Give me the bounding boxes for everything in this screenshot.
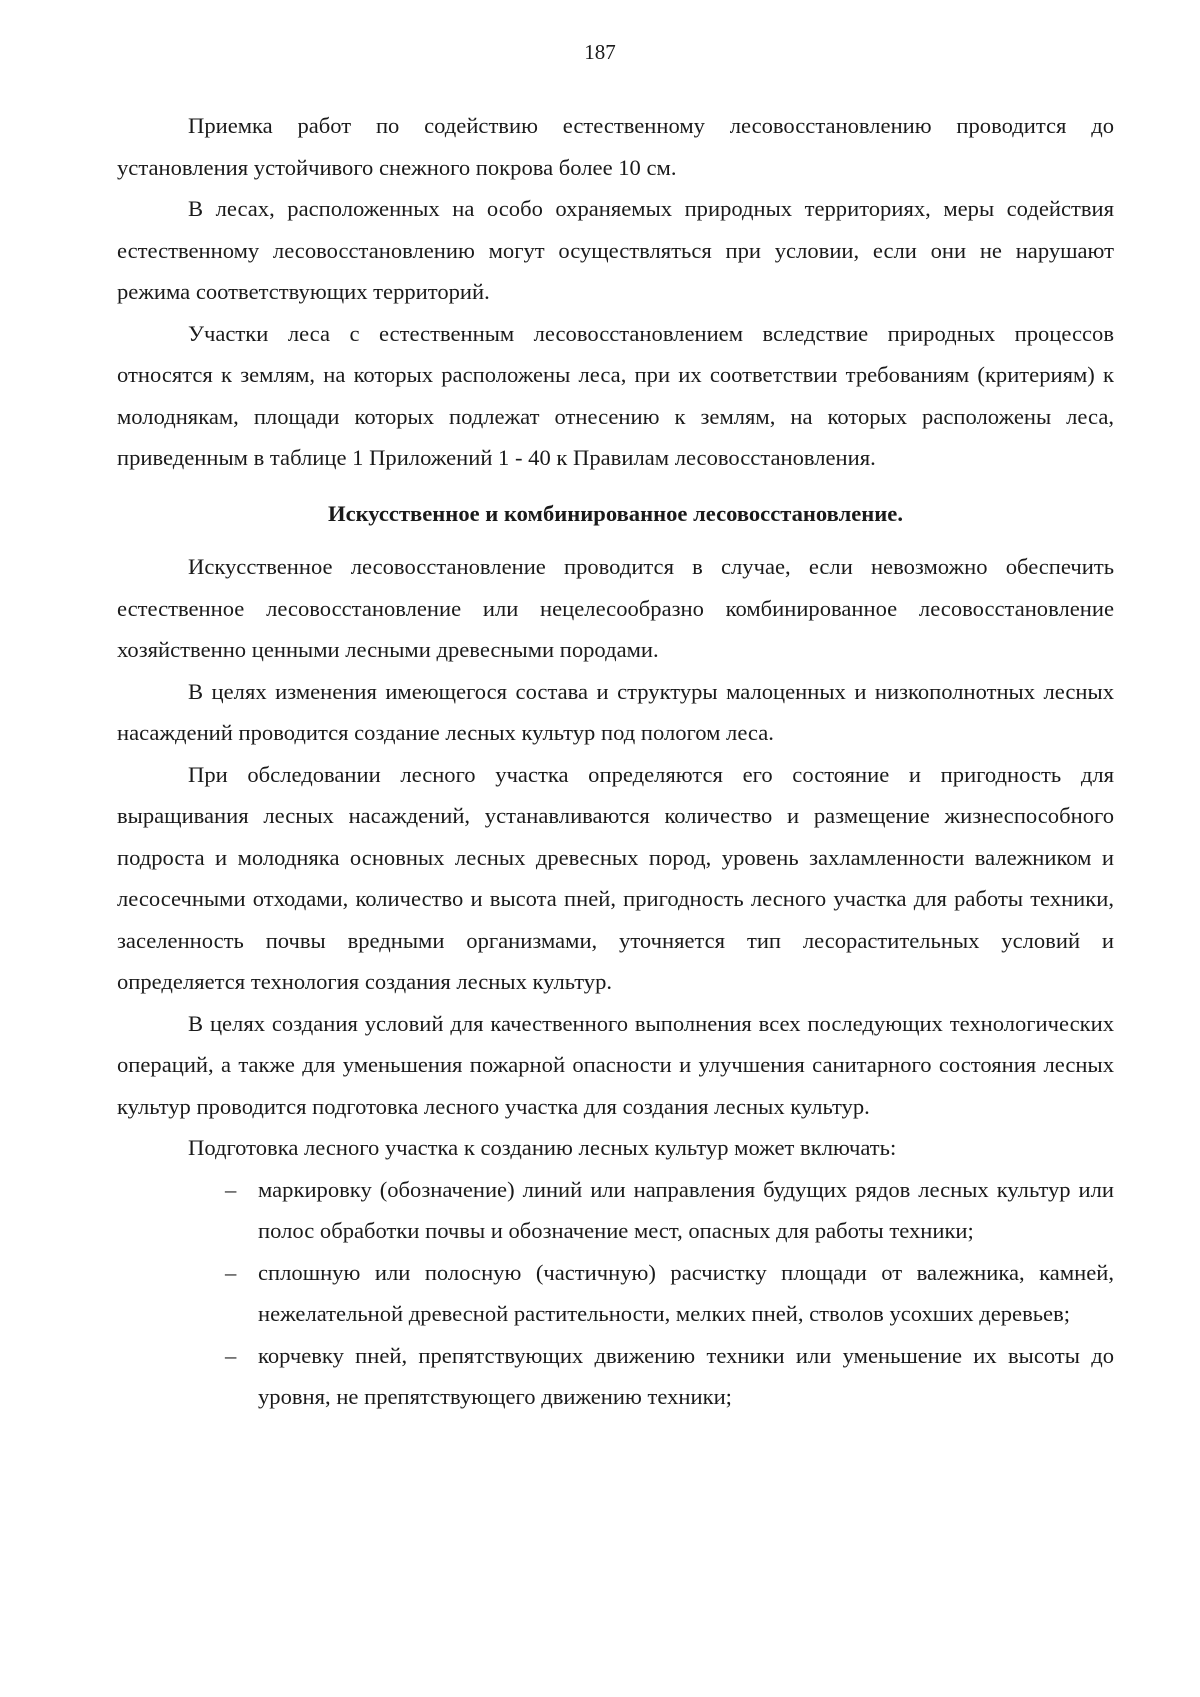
dash-marker: –: [225, 1176, 237, 1202]
paragraph: В целях изменения имеющегося состава и структуры малоценных и низкополнотных лесных насаждений проводится создание лесных культур под пологом леса.: [117, 678, 1114, 745]
list-item: [117, 1169, 1114, 1252]
page-number: 187: [584, 40, 616, 64]
dash-marker: –: [225, 1342, 237, 1368]
dash-marker: –: [225, 1259, 237, 1285]
paragraph: Приемка работ по содействию естественному лесовосстановлению проводится до установления устойчивого снежного покрова более 10 см.: [117, 113, 1114, 180]
paragraph: Участки леса с естественным лесовосстановлением вследствие природных процессов относятся к землям, на которых расположены леса, при их соответствии требованиям (критериям) к молоднякам, площади которых подлежат отнесению к землям, на которых расположены леса, приведенным в таблице 1 Приложений 1 - 40 к Правилам лесовосстановления.: [117, 320, 1114, 470]
list-item: [117, 1252, 1114, 1335]
paragraph: В целях создания условий для качественного выполнения всех последующих технологических операций, а также для уменьшения пожарной опасности и улучшения санитарного состояния лесных культур проводится подготовка лесного участка для создания лесных культур.: [117, 1010, 1114, 1119]
list-item: [117, 1335, 1114, 1418]
paragraph: Искусственное лесовосстановление проводится в случае, если невозможно обеспечить естественное лесовосстановление или нецелесообразно комбинированное лесовосстановление хозяйственно ценными лесными древесными породами.: [117, 554, 1114, 662]
document-body: [117, 105, 1114, 1418]
list-item-text: корчевку пней, препятствующих движению техники или уменьшение их высоты до уровня, не препятствующего движению техники;: [258, 1342, 1114, 1409]
paragraph: Подготовка лесного участка к созданию лесных культур может включать:: [188, 1135, 897, 1160]
list-item-text: маркировку (обозначение) линий или направления будущих рядов лесных культур или полос обработки почвы и обозначение мест, опасных для работы техники;: [258, 1176, 1114, 1243]
paragraph: При обследовании лесного участка определяются его состояние и пригодность для выращивания лесных насаждений, устанавливаются количество и размещение жизнеспособного подроста и молодняка основных лесных древесных пород, уровень захламленности валежником и лесосечными отходами, количество и высота пней, пригодность лесного участка для работы техники, заселенность почвы вредными организмами, уточняется тип лесорастительных условий и определяется технология создания лесных культур.: [117, 761, 1114, 994]
section-heading: Искусственное и комбинированное лесовосстановление.: [328, 500, 903, 526]
list-item-text: сплошную или полосную (частичную) расчистку площади от валежника, камней, нежелательной древесной растительности, мелких пней, стволов усохших деревьев;: [258, 1259, 1114, 1326]
paragraph: В лесах, расположенных на особо охраняемых природных территориях, меры содействия естественному лесовосстановлению могут осуществляться при условии, если они не нарушают режима соответствующих территорий.: [117, 196, 1114, 304]
bullet-list: [117, 1169, 1114, 1418]
